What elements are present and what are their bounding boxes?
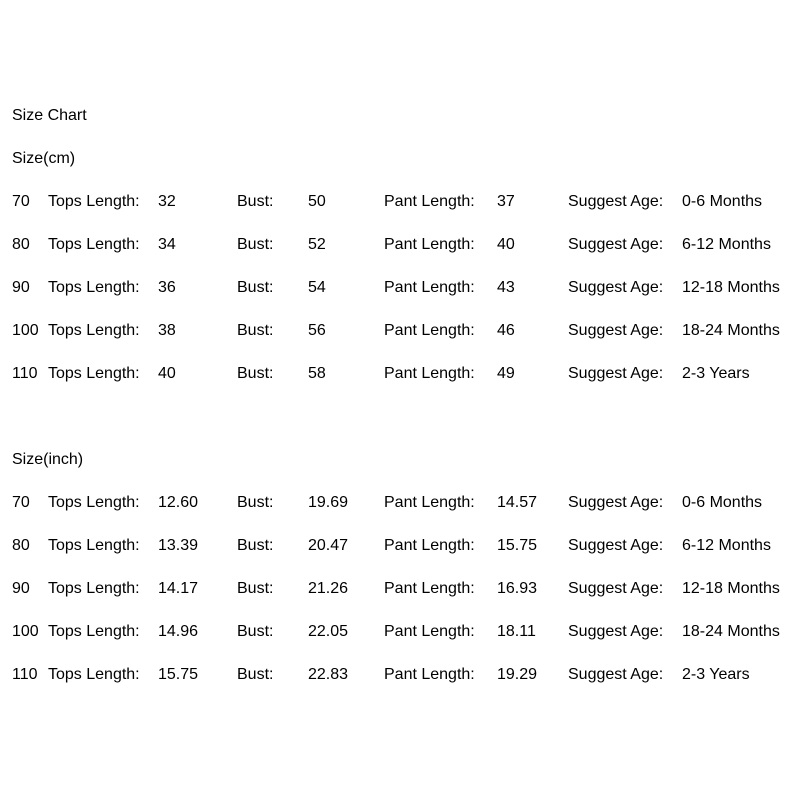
pant-length-value: 19.29 [497, 665, 538, 683]
tops-length-value: 14.17 [158, 579, 199, 597]
size-value: 110 [12, 665, 38, 683]
pant-length-label: Pant Length: [384, 579, 475, 597]
tops-length-value: 14.96 [158, 622, 199, 640]
pant-length-label: Pant Length: [384, 622, 475, 640]
size-row [0, 352, 800, 395]
bust-label: Bust: [237, 364, 274, 382]
bust-label: Bust: [237, 235, 274, 253]
bust-value: 19.69 [308, 493, 349, 511]
bust-label: Bust: [237, 321, 274, 339]
pant-length-value: 16.93 [497, 579, 538, 597]
tops-length-label: Tops Length: [48, 665, 140, 683]
tops-length-label: Tops Length: [48, 235, 140, 253]
tops-length-label: Tops Length: [48, 321, 140, 339]
pant-length-label: Pant Length: [384, 278, 475, 296]
bust-value: 22.83 [308, 665, 349, 683]
suggest-age-label: Suggest Age: [568, 278, 664, 296]
pant-length-label: Pant Length: [384, 192, 475, 210]
pant-length-value: 15.75 [497, 536, 538, 554]
tops-length-label: Tops Length: [48, 579, 140, 597]
suggest-age-label: Suggest Age: [568, 536, 664, 554]
size-value: 90 [12, 579, 30, 597]
tops-length-value: 15.75 [158, 665, 199, 683]
pant-length-label: Pant Length: [384, 364, 475, 382]
suggest-age-value: 6-12 Months [682, 536, 771, 554]
size-value: 110 [12, 364, 38, 382]
size-row [0, 481, 800, 524]
tops-length-label: Tops Length: [48, 364, 140, 382]
bust-label: Bust: [237, 622, 274, 640]
suggest-age-value: 18-24 Months [682, 622, 780, 640]
tops-length-value: 13.39 [158, 536, 199, 554]
bust-value: 22.05 [308, 622, 349, 640]
bust-label: Bust: [237, 536, 274, 554]
pant-length-value: 46 [497, 321, 515, 339]
section-heading-inch: Size(inch) [12, 450, 84, 468]
pant-length-value: 18.11 [497, 622, 536, 640]
size-row [0, 309, 800, 352]
tops-length-value: 36 [158, 278, 176, 296]
suggest-age-value: 0-6 Months [682, 192, 763, 210]
size-value: 100 [12, 321, 39, 339]
tops-length-value: 38 [158, 321, 176, 339]
bust-value: 21.26 [308, 579, 349, 597]
suggest-age-value: 12-18 Months [682, 579, 780, 597]
size-row [0, 653, 800, 696]
pant-length-value: 49 [497, 364, 515, 382]
size-row [0, 266, 800, 309]
pant-length-label: Pant Length: [384, 321, 475, 339]
size-value: 90 [12, 278, 30, 296]
bust-label: Bust: [237, 493, 274, 511]
bust-label: Bust: [237, 192, 274, 210]
suggest-age-label: Suggest Age: [568, 493, 664, 511]
suggest-age-value: 2-3 Years [682, 665, 750, 683]
tops-length-value: 12.60 [158, 493, 199, 511]
pant-length-value: 43 [497, 278, 515, 296]
bust-label: Bust: [237, 278, 274, 296]
tops-length-label: Tops Length: [48, 536, 140, 554]
size-value: 70 [12, 192, 30, 210]
bust-label: Bust: [237, 665, 274, 683]
bust-value: 58 [308, 364, 326, 382]
tops-length-label: Tops Length: [48, 493, 140, 511]
bust-value: 54 [308, 278, 326, 296]
suggest-age-value: 6-12 Months [682, 235, 771, 253]
suggest-age-value: 12-18 Months [682, 278, 780, 296]
size-row [0, 524, 800, 567]
size-value: 70 [12, 493, 30, 511]
tops-length-label: Tops Length: [48, 192, 140, 210]
size-value: 100 [12, 622, 39, 640]
pant-length-value: 40 [497, 235, 515, 253]
pant-length-label: Pant Length: [384, 493, 475, 511]
size-row [0, 180, 800, 223]
size-value: 80 [12, 235, 30, 253]
pant-length-label: Pant Length: [384, 665, 475, 683]
suggest-age-label: Suggest Age: [568, 665, 664, 683]
suggest-age-value: 18-24 Months [682, 321, 780, 339]
pant-length-value: 14.57 [497, 493, 538, 511]
size-row [0, 223, 800, 266]
pant-length-value: 37 [497, 192, 515, 210]
pant-length-label: Pant Length: [384, 536, 475, 554]
title-line [0, 94, 800, 137]
suggest-age-value: 2-3 Years [682, 364, 750, 382]
tops-length-value: 32 [158, 192, 176, 210]
suggest-age-label: Suggest Age: [568, 364, 664, 382]
suggest-age-label: Suggest Age: [568, 235, 664, 253]
suggest-age-label: Suggest Age: [568, 579, 664, 597]
section-spacer [0, 395, 800, 438]
size-value: 80 [12, 536, 30, 554]
pant-length-label: Pant Length: [384, 235, 475, 253]
suggest-age-label: Suggest Age: [568, 321, 664, 339]
tops-length-label: Tops Length: [48, 278, 140, 296]
section-heading-line-cm [0, 137, 800, 180]
suggest-age-value: 0-6 Months [682, 493, 763, 511]
suggest-age-label: Suggest Age: [568, 622, 664, 640]
size-row [0, 567, 800, 610]
bust-value: 20.47 [308, 536, 349, 554]
tops-length-value: 40 [158, 364, 176, 382]
section-heading-line-inch [0, 438, 800, 481]
bust-value: 56 [308, 321, 326, 339]
suggest-age-label: Suggest Age: [568, 192, 664, 210]
section-heading-cm: Size(cm) [12, 149, 76, 167]
bust-label: Bust: [237, 579, 274, 597]
page-title: Size Chart [12, 106, 87, 124]
size-row [0, 610, 800, 653]
tops-length-label: Tops Length: [48, 622, 140, 640]
bust-value: 52 [308, 235, 326, 253]
tops-length-value: 34 [158, 235, 176, 253]
bust-value: 50 [308, 192, 326, 210]
